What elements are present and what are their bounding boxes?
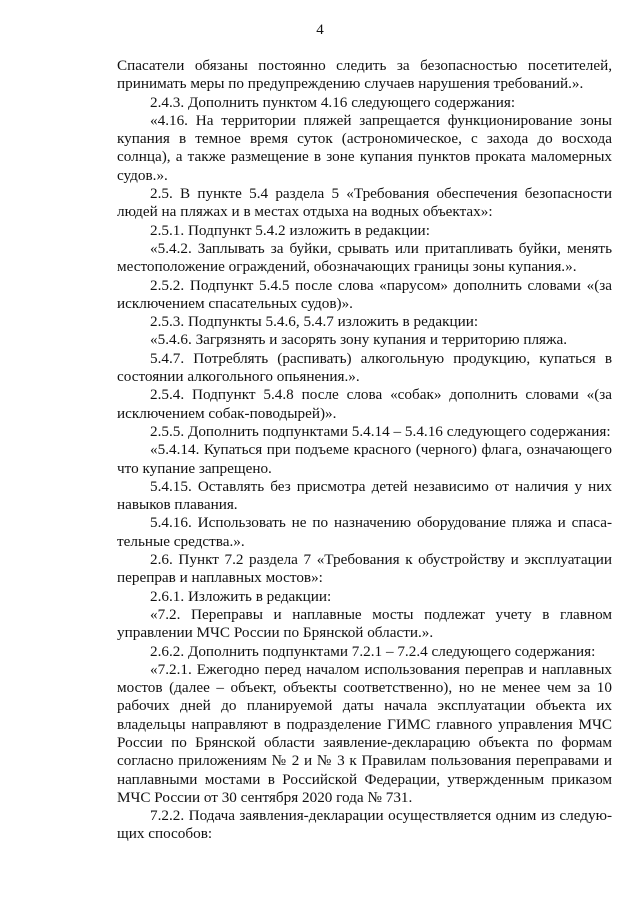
paragraph: 2.5.2. Подпункт 5.4.5 после слова «парусом» дополнить словами «(за исключением спасательных судов)». [117, 276, 612, 312]
paragraph: «5.4.14. Купаться при подъеме красного (черного) флага, означающего что купание запрещено. [117, 441, 612, 477]
paragraph: 2.6.2. Дополнить подпунктами 7.2.1 – 7.2.4 следующего содержания: [150, 642, 596, 660]
paragraph: «7.2.1. Ежегодно перед началом использования переправ и наплавных мостов (далее – объект, объекты соответственно), но не менее чем за 10 рабочих дней до планируемой даты начала эксплуатации объекта их владельцы направляют в подразделение ГИМС главного управления МЧС России по Брянской области заявление-декларацию объекта по формам согласно приложениям № 2 и № 3 к Правилам пользования переправами и наплавными мостами в Российской Федерации, утвержденным приказом МЧС России от 30 сентября 2020 года № 731. [117, 660, 612, 806]
page-number: 4 [316, 22, 324, 38]
paragraph: 2.5.3. Подпункты 5.4.6, 5.4.7 изложить в редакции: [150, 313, 479, 331]
paragraph: 5.4.15. Оставлять без присмотра детей независимо от наличия у них навыков плавания. [117, 477, 612, 514]
paragraph: 2.5.1. Подпункт 5.4.2 изложить в редакции: [150, 221, 430, 239]
paragraph: «7.2. Переправы и наплавные мосты подлежат учету в главном управлении МЧС России по Брянской области.». [117, 605, 612, 642]
paragraph: 5.4.16. Использовать не по назначению оборудование пляжа и спасательные средства.». [117, 514, 612, 550]
paragraph: «5.4.6. Загрязнять и засорять зону купания и территорию пляжа. [150, 331, 568, 349]
paragraph: Спасатели обязаны постоянно следить за безопасностью посетителей, принимать меры по предупреждению случаев нарушения требований.». [117, 57, 612, 93]
paragraph: 2.6. Пункт 7.2 раздела 7 «Требования к обустройству и эксплуатации переправ и наплавных мостов»: [117, 551, 612, 587]
paragraph: 7.2.2. Подача заявления-декларации осуществляется одним из следующих способов: [117, 807, 612, 843]
paragraph: «5.4.2. Заплывать за буйки, срывать или притапливать буйки, менять местоположение ограждений, обозначающих границы зоны купания.». [117, 239, 612, 276]
paragraph: 2.4.3. Дополнить пунктом 4.16 следующего содержания: [150, 93, 516, 111]
document-body [117, 57, 612, 844]
paragraph: 2.5.5. Дополнить подпунктами 5.4.14 – 5.4.16 следующего содержания: [150, 422, 611, 440]
paragraph: 2.5. В пункте 5.4 раздела 5 «Требования обеспечения безопасности людей на пляжах и в местах отдыха на водных объектах»: [117, 185, 612, 221]
paragraph: «4.16. На территории пляжей запрещается функционирование зоны купания в темное время суток (астрономическое, с захода до восхода солнца), а также размещение в зоне купания пунктов проката маломерных судов.». [117, 111, 612, 184]
paragraph: 5.4.7. Потреблять (распивать) алкогольную продукцию, купаться в состоянии алкогольного опьянения.». [117, 349, 612, 386]
paragraph: 2.5.4. Подпункт 5.4.8 после слова «собак» дополнить словами «(за исключением собак-поводырей)». [117, 386, 612, 422]
paragraph: 2.6.1. Изложить в редакции: [150, 587, 332, 605]
